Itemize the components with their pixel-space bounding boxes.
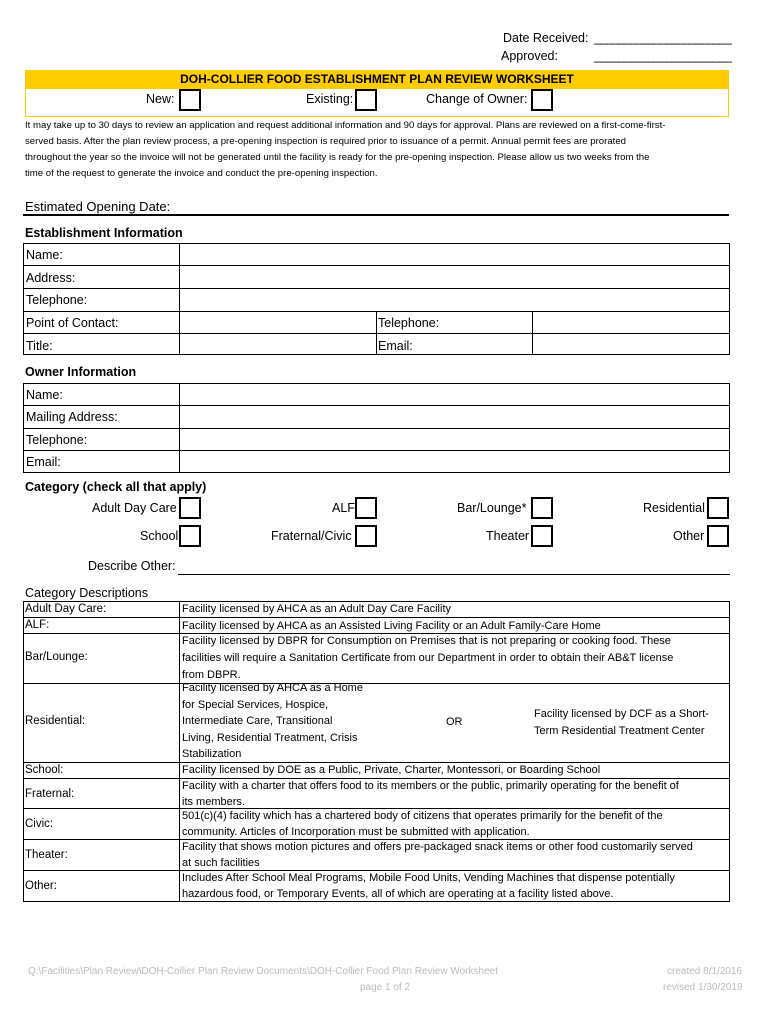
intro-line: served basis. After the plan review process, a pre-opening inspection is required prior to issuance of a permit. Annual permit fees are prorated: [25, 136, 626, 147]
desc-text: [182, 870, 730, 902]
desc-line: its members.: [182, 796, 245, 808]
intro-line: throughout the year so the invoice will not be generated until the facility is ready for the pre-opening inspection. Please allow us two weeks from the: [25, 152, 650, 163]
worksheet-title: DOH-COLLIER FOOD ESTABLISHMENT PLAN REVIEW WORKSHEET: [180, 72, 574, 86]
desc-label: Other:: [25, 880, 57, 892]
date-received-label: Date Received:: [503, 31, 589, 45]
desc-line: Facility licensed by DBPR for Consumption on Premises that is not preparing or cooking food. These: [182, 635, 671, 647]
desc-text: Facility licensed by AHCA as an Adult Day Care Facility: [182, 603, 452, 615]
footer-created: created 8/1/2016: [667, 966, 743, 977]
desc-line: at such facilities: [182, 857, 260, 869]
residential-or: OR: [446, 716, 463, 728]
contact-telephone-field[interactable]: [533, 312, 729, 333]
column-divider: [376, 311, 377, 355]
point-of-contact-field[interactable]: [180, 312, 375, 333]
desc-line: facilities will require a Sanitation Certificate from our Department in order to obtain their AB&T license: [182, 652, 674, 664]
desc-line: Intermediate Care, Transitional: [182, 715, 333, 727]
opening-date-label: Estimated Opening Date:: [25, 199, 171, 214]
desc-line: for Special Services, Hospice,: [182, 698, 329, 711]
desc-text: [182, 839, 730, 871]
owner-email-field[interactable]: [180, 451, 729, 472]
owner-email-label: Email:: [26, 455, 61, 469]
owner-name-field[interactable]: [180, 384, 729, 405]
alf-label: ALF: [332, 501, 355, 515]
title-band: [25, 70, 729, 89]
title-options-row: [25, 89, 729, 117]
intro-paragraph: [25, 118, 737, 182]
desc-line: Living, Residential Treatment, Crisis: [182, 731, 358, 744]
desc-label: ALF:: [25, 619, 50, 631]
school-checkbox[interactable]: [179, 525, 201, 547]
desc-label: School:: [25, 764, 64, 776]
describe-other-field[interactable]: [178, 574, 730, 575]
desc-line: Includes After School Meal Programs, Mobile Food Units, Vending Machines that dispense potentially: [182, 872, 675, 884]
mailing-address-label: Mailing Address:: [26, 410, 118, 424]
est-address-field[interactable]: [180, 266, 729, 287]
footer-revised: revised 1/30/2019: [663, 982, 743, 993]
est-name-label: Name:: [26, 248, 63, 262]
existing-label: Existing:: [306, 92, 354, 106]
column-divider: [179, 601, 180, 902]
intro-line: It may take up to 30 days to review an application and request additional information and 90 days for approval. Plans are reviewed on a first-come-first-: [25, 120, 666, 131]
est-name-field[interactable]: [180, 244, 729, 265]
change-owner-label: Change of Owner:: [426, 92, 528, 106]
title-label: Title:: [26, 339, 53, 353]
desc-text: [182, 633, 730, 683]
establishment-heading: Establishment Information: [25, 226, 183, 240]
residential-checkbox[interactable]: [707, 497, 729, 519]
descriptions-heading: Category Descriptions: [25, 586, 148, 600]
desc-text: [534, 706, 730, 740]
desc-label: Civic:: [25, 818, 54, 830]
desc-line: Facility licensed by AHCA as a Home: [182, 682, 363, 694]
school-label: School: [140, 529, 179, 543]
alf-checkbox[interactable]: [355, 497, 377, 519]
desc-label: Fraternal:: [25, 788, 75, 800]
desc-text: [182, 778, 730, 810]
desc-line: 501(c)(4) facility which has a chartered body of citizens that operates primarily for the benefit of the: [182, 810, 663, 822]
desc-line: from DBPR.: [182, 669, 241, 681]
adult-day-care-checkbox[interactable]: [179, 497, 201, 519]
theater-label: Theater: [486, 529, 530, 543]
intro-line: time of the request to generate the invoice and conduct the pre-opening inspection.: [25, 168, 378, 179]
approved-label: Approved:: [501, 49, 558, 63]
new-label: New:: [146, 92, 175, 106]
column-divider: [179, 311, 180, 355]
owner-telephone-label: Telephone:: [26, 433, 88, 447]
bar-lounge-label: Bar/Lounge*: [457, 501, 527, 515]
desc-line: Facility with a charter that offers food to its members or the public, primarily operating for the benefit of: [182, 780, 679, 792]
desc-text: [182, 808, 730, 840]
desc-label: Residential:: [25, 715, 86, 727]
contact-email-label: Email:: [378, 339, 413, 353]
opening-date-field[interactable]: [23, 214, 729, 216]
contact-telephone-label: Telephone:: [378, 316, 440, 330]
desc-line: Stabilization: [182, 748, 242, 760]
desc-line: Facility licensed by DCF as a Short-: [534, 708, 709, 720]
category-heading: Category (check all that apply): [25, 480, 207, 494]
desc-label: Adult Day Care:: [25, 603, 107, 615]
existing-checkbox[interactable]: [355, 89, 377, 111]
fraternal-civic-label: Fraternal/Civic: [271, 529, 352, 543]
change-owner-checkbox[interactable]: [531, 89, 553, 111]
footer-page: page 1 of 2: [360, 982, 411, 993]
est-address-label: Address:: [26, 271, 76, 285]
other-checkbox[interactable]: [707, 525, 729, 547]
desc-line: Term Residential Treatment Center: [534, 725, 705, 737]
adult-day-care-label: Adult Day Care: [92, 501, 177, 515]
desc-label: Theater:: [25, 849, 68, 861]
bar-lounge-checkbox[interactable]: [531, 497, 553, 519]
desc-label: Bar/Lounge:: [25, 651, 88, 663]
desc-line: Facility that shows motion pictures and offers pre-packaged snack items or other food customarily served: [182, 841, 693, 853]
theater-checkbox[interactable]: [531, 525, 553, 547]
owner-name-label: Name:: [26, 388, 63, 402]
date-received-field[interactable]: _______________________: [594, 31, 731, 45]
est-telephone-label: Telephone:: [26, 293, 88, 307]
desc-line: community. Articles of Incorporation must be submitted with application.: [182, 826, 530, 838]
mailing-address-field[interactable]: [180, 406, 729, 427]
new-checkbox[interactable]: [179, 89, 201, 111]
point-of-contact-label: Point of Contact:: [26, 316, 119, 330]
approved-field[interactable]: _______________________: [594, 49, 731, 63]
owner-telephone-field[interactable]: [180, 429, 729, 450]
other-label: Other: [673, 529, 705, 543]
fraternal-civic-checkbox[interactable]: [355, 525, 377, 547]
contact-email-field[interactable]: [533, 334, 729, 355]
title-field[interactable]: [180, 334, 375, 355]
est-telephone-field[interactable]: [180, 289, 729, 310]
desc-line: hazardous food, or Temporary Events, all of which are operating at a facility listed above.: [182, 888, 614, 900]
owner-heading: Owner Information: [25, 365, 137, 379]
describe-other-label: Describe Other:: [88, 559, 176, 573]
desc-text: Facility licensed by AHCA as an Assisted Living Facility or an Adult Family-Care Home: [182, 620, 601, 632]
residential-label: Residential: [643, 501, 705, 515]
desc-text: Facility licensed by DOE as a Public, Private, Charter, Montessori, or Boarding School: [182, 764, 601, 776]
footer-path: Q:\Facilities\Plan Review\DOH-Collier Plan Review Documents\DOH-Collier Food Plan Review Worksheet: [28, 966, 498, 977]
desc-text: [182, 680, 382, 763]
